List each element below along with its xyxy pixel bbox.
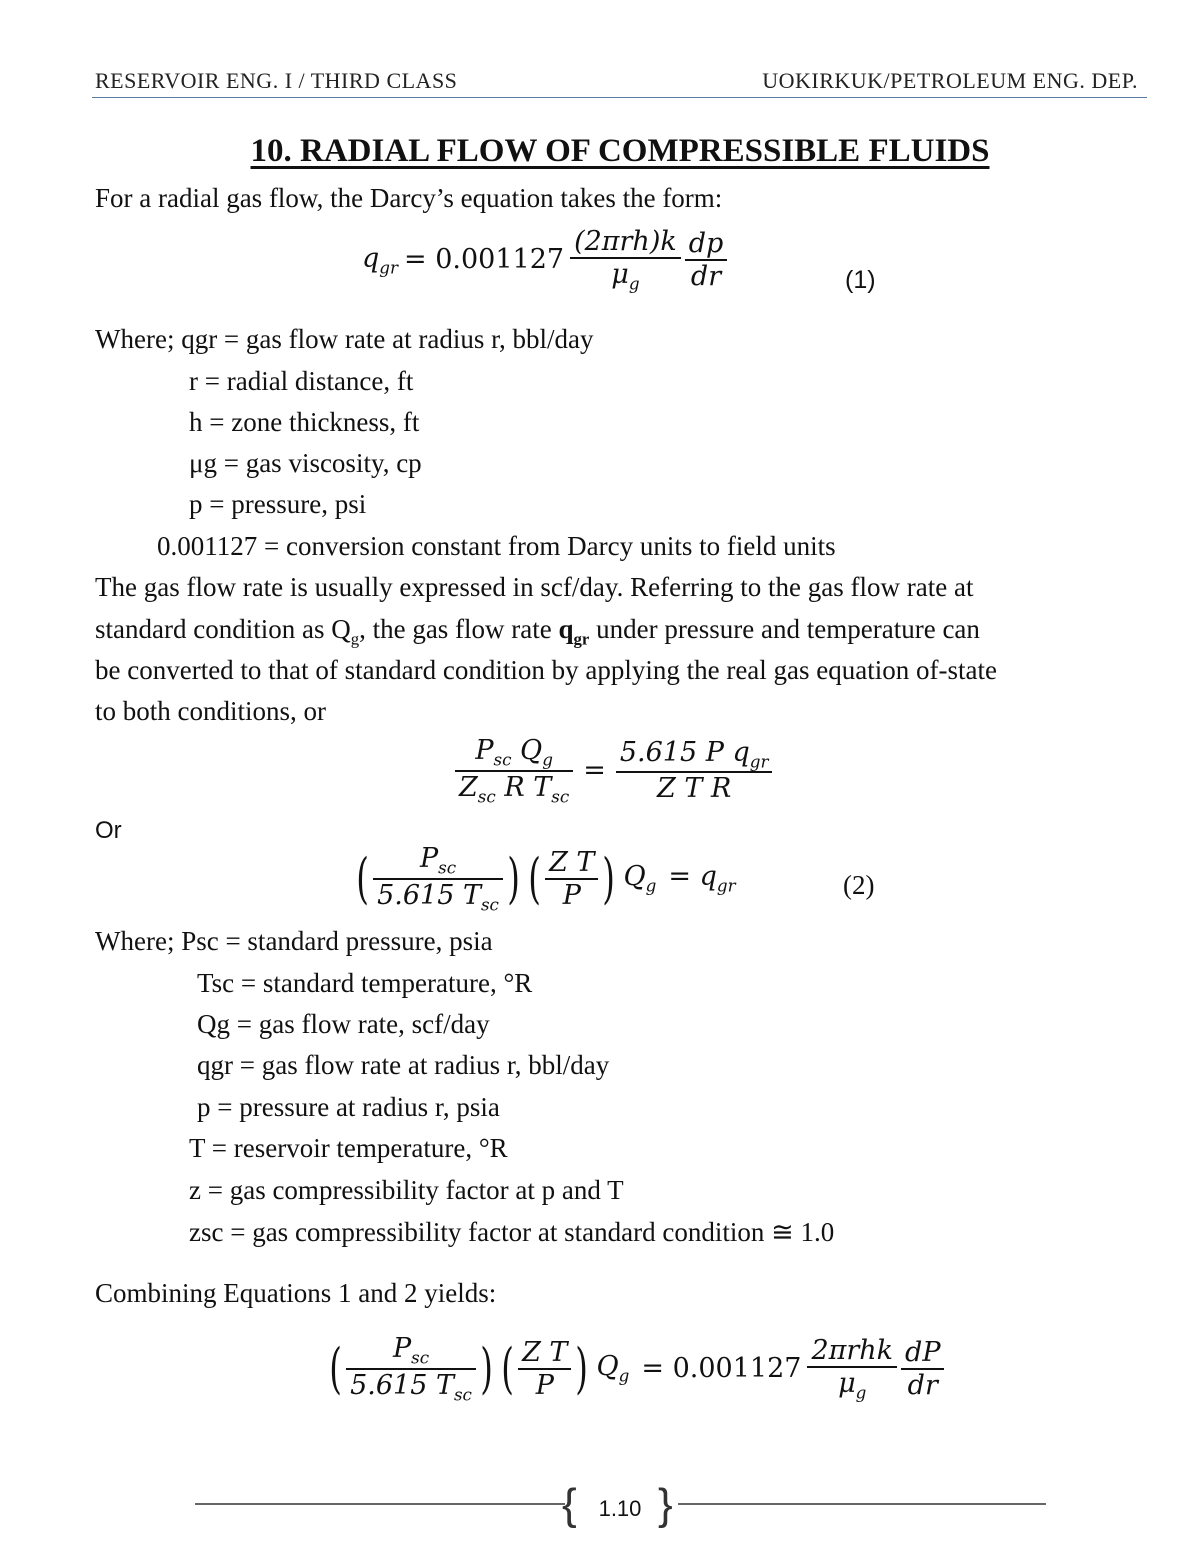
eq3-fraction-3: $\frac{\text{2πrhk}}{\mu_g}$	[807, 1335, 897, 1403]
equation-2: ( $\frac{P_{sc}}{5.615 T_{sc}}$ ) ( $\frac{\text{Z T}}{P}$ ) $Q_g$ = $q_{gr}$	[356, 843, 736, 915]
eq1-number: (1)	[845, 266, 876, 294]
def1-p: p = pressure, psi	[189, 489, 367, 519]
def1-mug: μg = gas viscosity, cp	[189, 448, 422, 478]
def1-constant: 0.001127 = conversion constant from Darcy units to field units	[157, 531, 836, 561]
equation-state	[455, 735, 772, 806]
para-line-3: be converted to that of standard condition by applying the real gas equation of-state	[95, 655, 997, 685]
def2-psc: Where; Psc = standard pressure, psia	[95, 926, 493, 956]
header-course: RESERVOIR ENG. I / THIRD CLASS	[95, 68, 458, 93]
page-number: 1.10	[598, 1496, 642, 1521]
intro-text: For a radial gas flow, the Darcy’s equation takes the form:	[95, 183, 723, 213]
eq3-derivative: $\frac{dP}{dr}$	[901, 1337, 944, 1401]
header-department: UOKIRKUK/PETROLEUM ENG. DEP.	[762, 68, 1138, 93]
def1-h: h = zone thickness, ft	[189, 407, 420, 437]
def2-zsc: zsc = gas compressibility factor at standard condition ≅ 1.0	[189, 1217, 835, 1247]
eq1-fraction: $\frac{\text{(2πrh)k}}{\mu_g}$	[570, 226, 681, 294]
eqA-left-fraction: $\frac{P_{sc} Q_g}{Z_{sc} R T_{sc}}$	[455, 735, 573, 806]
def2-p: p = pressure at radius r, psia	[197, 1092, 500, 1122]
eqA-equals: =	[583, 755, 606, 787]
eq2-fraction-2: $\frac{\text{Z T}}{P}$	[545, 847, 598, 911]
def2-tsc: Tsc = standard temperature, °R	[197, 968, 533, 998]
def2-z: z = gas compressibility factor at p and T	[189, 1175, 624, 1205]
or-label: Or	[95, 817, 122, 844]
def2-t: T = reservoir temperature, °R	[189, 1133, 508, 1163]
eq2-fraction-1: $\frac{P_{sc}}{5.615 T_{sc}}$	[373, 843, 503, 914]
eq3-constant: = 0.001127	[641, 1353, 802, 1385]
eq1-constant: = 0.001127	[404, 244, 565, 276]
footer-rule-left	[195, 1503, 565, 1505]
equation-1	[362, 226, 727, 294]
footer-brace-right: }	[658, 1480, 673, 1529]
def2-qg: Qg = gas flow rate, scf/day	[197, 1009, 490, 1039]
def1-r: r = radial distance, ft	[189, 366, 414, 396]
footer-rule-right	[678, 1503, 1046, 1505]
def2-qgr: qgr = gas flow rate at radius r, bbl/day	[197, 1050, 610, 1080]
eq2-number: (2)	[843, 870, 875, 900]
eq1-lhs: $q_{gr}$	[362, 242, 399, 278]
footer-brace-left: {	[562, 1480, 577, 1529]
para-line-1: The gas flow rate is usually expressed in scf/day. Referring to the gas flow rate at	[95, 572, 974, 602]
eq3-fraction-2: $\frac{\text{Z T}}{P}$	[518, 1337, 571, 1401]
para-line-2: standard condition as $Q_g$, the gas flow rate $q_{gr}$ under pressure and temperature can	[95, 614, 980, 649]
eq1-derivative: $\frac{dp}{dr}$	[685, 228, 728, 292]
header-rule	[92, 97, 1147, 98]
def1-qgr: Where; qgr = gas flow rate at radius r, bbl/day	[95, 324, 594, 354]
eq3-fraction-1: $\frac{P_{sc}}{5.615 T_{sc}}$	[346, 1333, 476, 1404]
equation-3: ( $\frac{P_{sc}}{5.615 T_{sc}}$ ) ( $\frac{\text{Z T}}{P}$ ) $Q_g$ = 0.001127 $\frac{\text{2πrhk}}{\mu_g}$ $\frac{dP}{dr}$	[325, 1333, 944, 1404]
eqA-right-fraction: $\frac{5.615 P q_{gr}}{\text{Z T R}}$	[616, 737, 773, 805]
combine-text: Combining Equations 1 and 2 yields:	[95, 1278, 497, 1308]
para-line-4: to both conditions, or	[95, 696, 326, 726]
page-title: 10. RADIAL FLOW OF COMPRESSIBLE FLUIDS	[250, 133, 990, 169]
